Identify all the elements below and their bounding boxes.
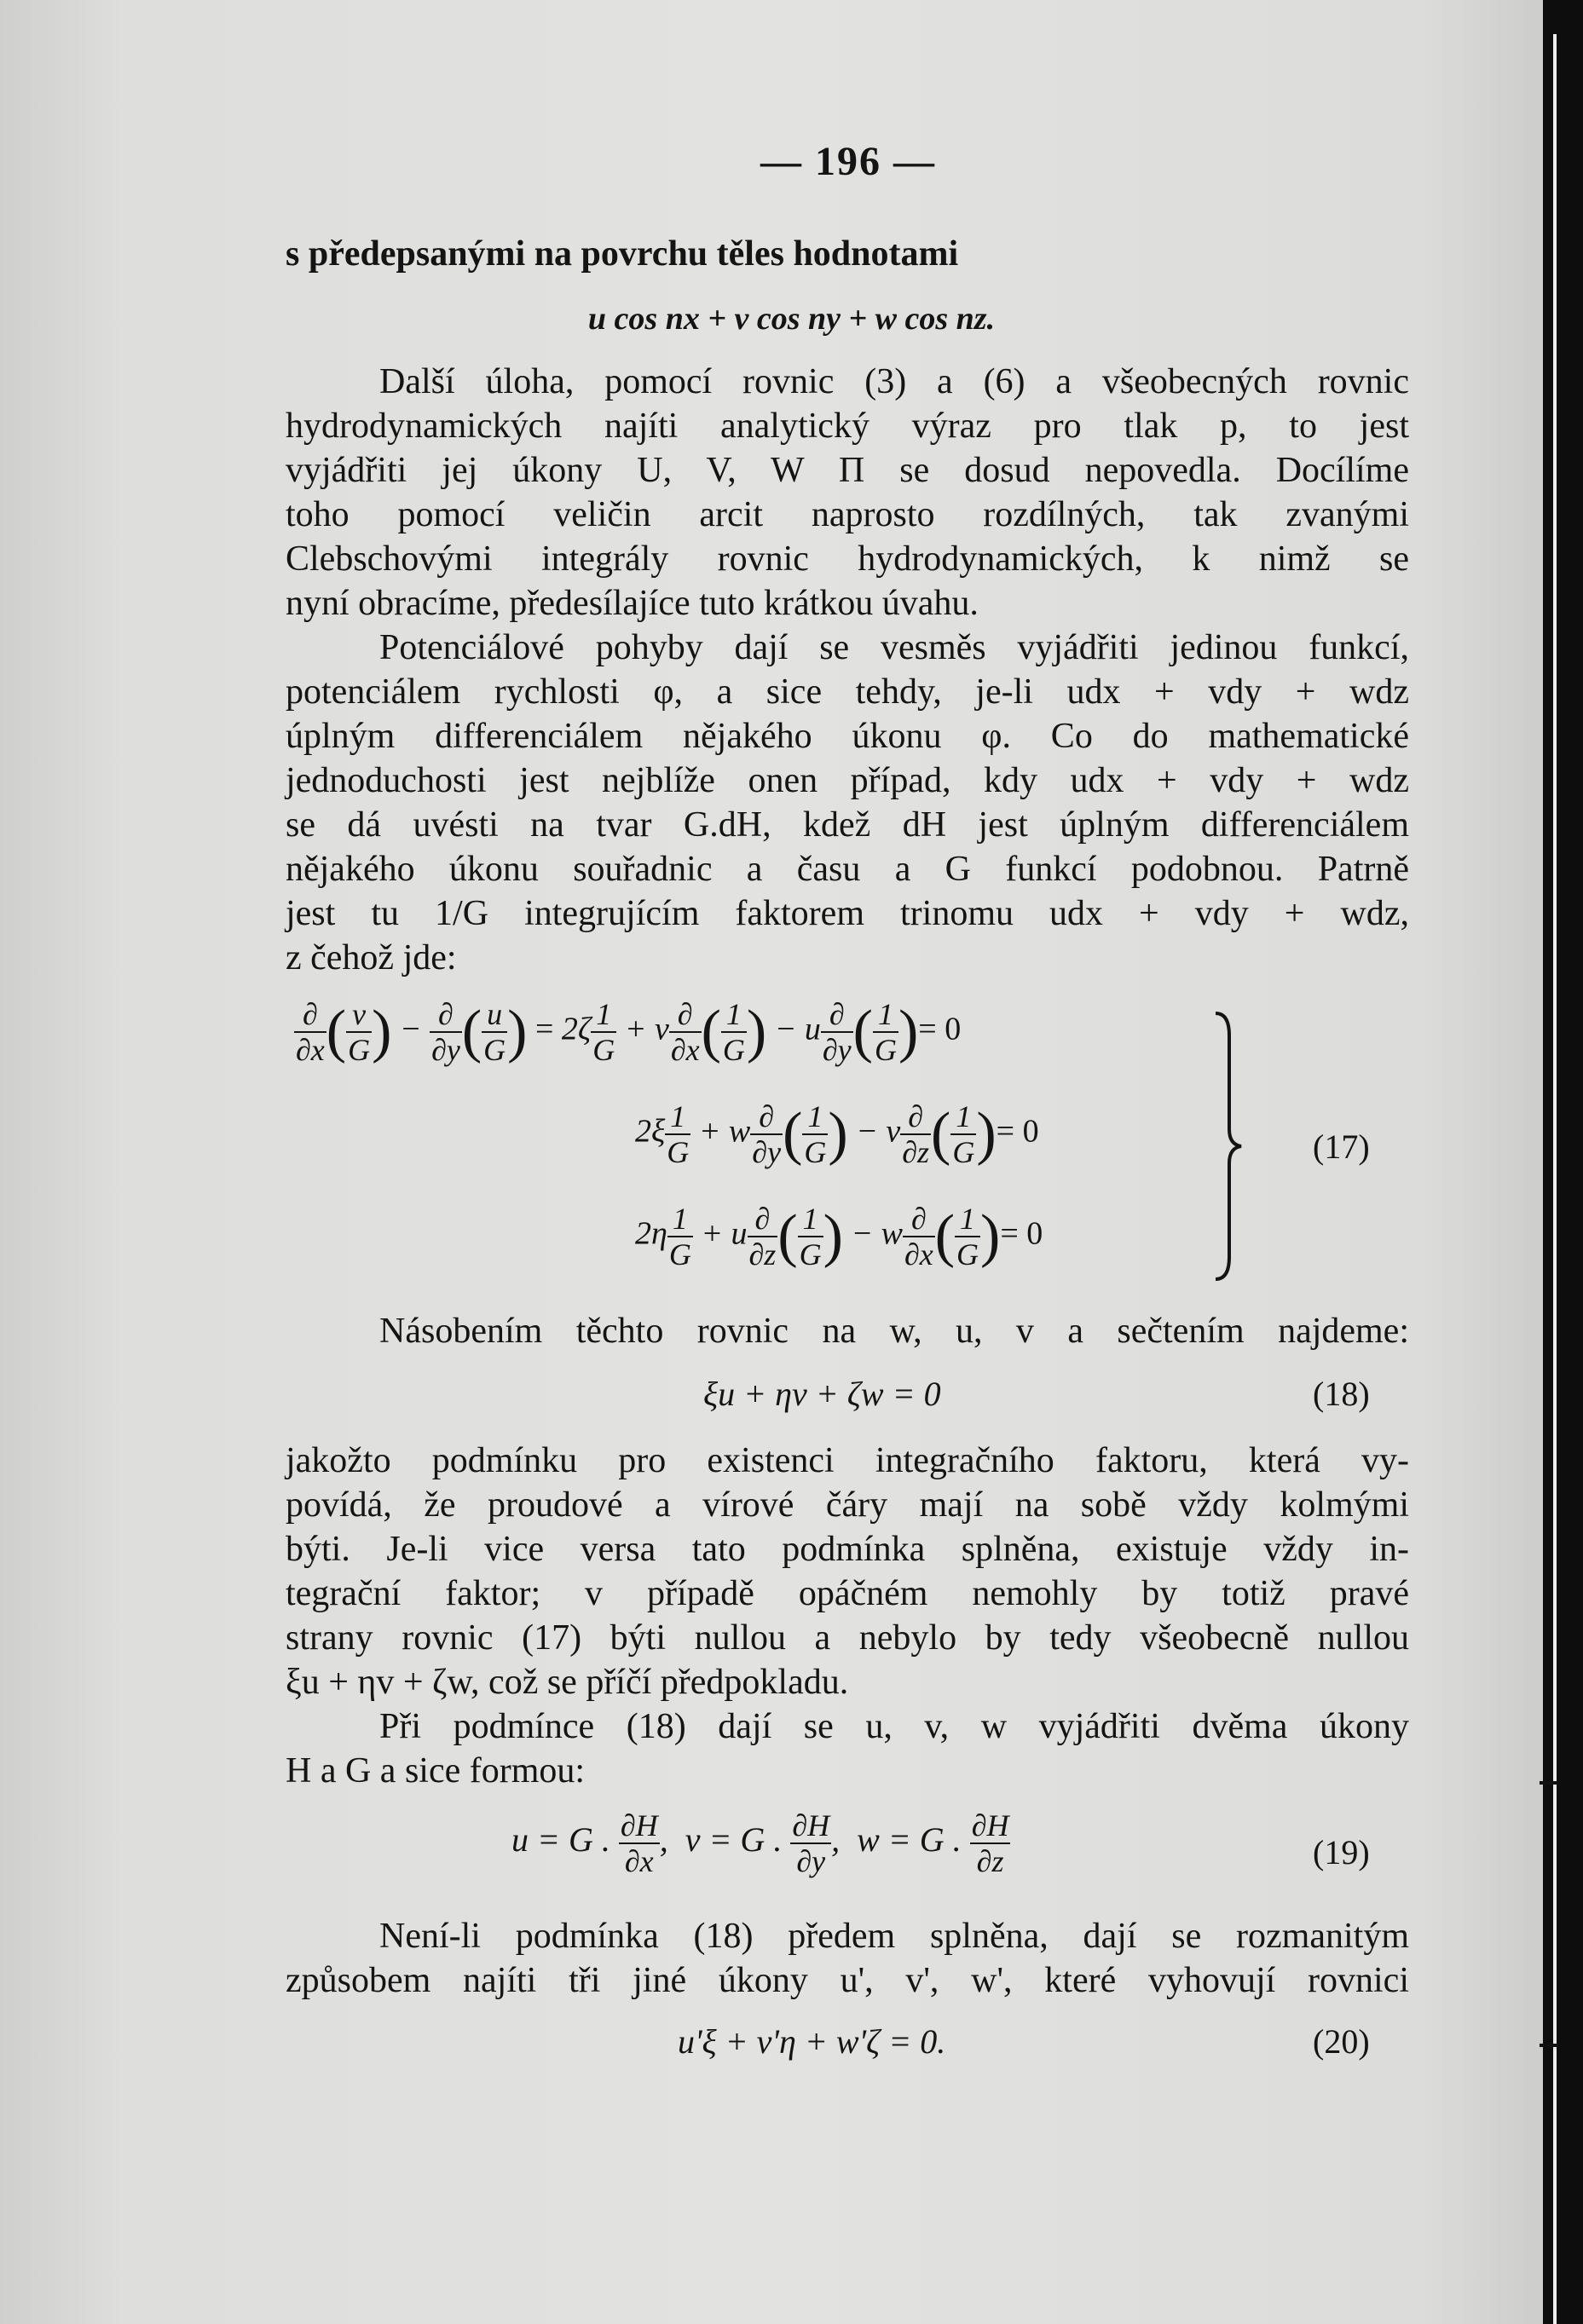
text-line: jest tu 1/G integrujícím faktorem trinomu udx + vdy + wdz, (286, 894, 1409, 933)
equation-20-label: (20) (1313, 2022, 1370, 2061)
text-line: potenciálem rychlosti φ, a sice tehdy, je-li udx + vdy + wdz (286, 672, 1409, 712)
text-line: Při podmínce (18) dají se u, v, w vyjádřiti dvěma úkony (379, 1707, 1409, 1746)
equation-18-label: (18) (1313, 1375, 1370, 1413)
text-line: způsobem najíti tři jiné úkony u', v', w', které vyhovují rovnici (286, 1961, 1409, 2000)
equation-18: ξu + ηv + ζw = 0 (703, 1375, 941, 1413)
text-line: Násobením těchto rovnic na w, u, v a sečtením najdeme: (379, 1312, 1409, 1351)
text-line: vyjádřiti jej úkony U, V, W Π se dosud nepovedla. Docílíme (286, 451, 1409, 490)
text-line: se dá uvésti na tvar G.dH, kdež dH jest úplným differenciálem (286, 805, 1409, 845)
text-line: strany rovnic (17) býti nullou a nebylo by tedy všeobecně nullou (286, 1618, 1409, 1658)
text-line: Není-li podmínka (18) předem splněna, dají se rozmanitým (379, 1917, 1409, 1956)
text-line: Clebschovými integrály rovnic hydrodynamických, k nimž se (286, 539, 1409, 579)
text-line: z čehož jde: (286, 938, 457, 977)
text-line: býti. Je-li vice versa tato podmínka splněna, existuje vždy in- (286, 1530, 1409, 1569)
text-line: Potenciálové pohyby dají se vesměs vyjádřiti jedinou funkcí, (379, 628, 1409, 667)
text-line: s předepsanými na povrchu těles hodnotami (286, 234, 959, 274)
text-line: Další úloha, pomocí rovnic (3) a (6) a všeobecných rovnic (379, 362, 1409, 401)
right-brace (1210, 1010, 1245, 1283)
text-line: ξu + ηv + ζw, což se příčí předpokladu. (286, 1663, 849, 1702)
book-edge (1543, 0, 1583, 2324)
book-edge-line (1553, 34, 1557, 2324)
text-line: hydrodynamických najíti analytický výraz pro tlak p, to jest (286, 407, 1409, 446)
equation-17-label: (17) (1313, 1127, 1370, 1166)
text-line: jakožto podmínku pro existenci integračního faktoru, která vy- (286, 1441, 1409, 1480)
text-line: povídá, že proudové a vírové čáry mají na sobě vždy kolmými (286, 1485, 1409, 1525)
text-line: jednoduchosti jest nejblíže onen případ, kdy udx + vdy + wdz (286, 761, 1409, 800)
text-line: úplným differenciálem nějakého úkonu φ. Co do mathematické (286, 717, 1409, 756)
equation-17-row2: 2ξ $\frac{1}{G}$ + w $\frac{\partial}{\partial y}$ ( $\frac{1}{G}$ ) − v $\frac{\partial}{\partial z}$ ( $\frac{1}{G}$ )= 0 (635, 1099, 1039, 1169)
page-number: — 196 — (760, 139, 936, 184)
text-line: nějakého úkonu souřadnic a času a G funkcí podobnou. Patrně (286, 850, 1409, 889)
text-line: tegrační faktor; v případě opáčném nemohly by totiž pravé (286, 1574, 1409, 1613)
text-line: toho pomocí veličin arcit naprosto rozdílných, tak zvanými (286, 495, 1409, 534)
equation-20: u'ξ + v'η + w'ζ = 0. (678, 2022, 946, 2061)
edge-mark (1540, 1781, 1558, 1785)
formula-line: u cos nx + v cos ny + w cos nz. (587, 301, 996, 337)
equation-19: u = G . $\frac{\partial H}{\partial x}$ , v = G . $\frac{\partial H}{\partial y}$ , w = G . $\frac{\partial H}{\partial z}$ (511, 1808, 1009, 1878)
equation-17-row3: 2η $\frac{1}{G}$ + u $\frac{\partial}{\partial z}$ ( $\frac{1}{G}$ ) − w $\frac{\partial}{\partial x}$ ( $\frac{1}{G}$ )= 0 (635, 1202, 1043, 1272)
edge-mark (1540, 2044, 1558, 2047)
text-line: H a G a sice formou: (286, 1751, 586, 1791)
equation-19-label: (19) (1313, 1833, 1370, 1871)
text-line: nyní obracíme, předesílajíce tuto krátkou úvahu. (286, 584, 979, 623)
equation-17-row1: $\frac{\partial}{\partial x}$ ( $\frac{v}{G}$ ) − $\frac{\partial}{\partial y}$ ( $\frac{u}{G}$ ) = 2ζ $\frac{1}{G}$ + v $\frac{\partial}{\partial x}$ ( $\frac{1}{G}$ ) − u $\frac{\partial}{\partial y}$ ( $\frac{1}{G}$ )= 0 (296, 997, 962, 1067)
